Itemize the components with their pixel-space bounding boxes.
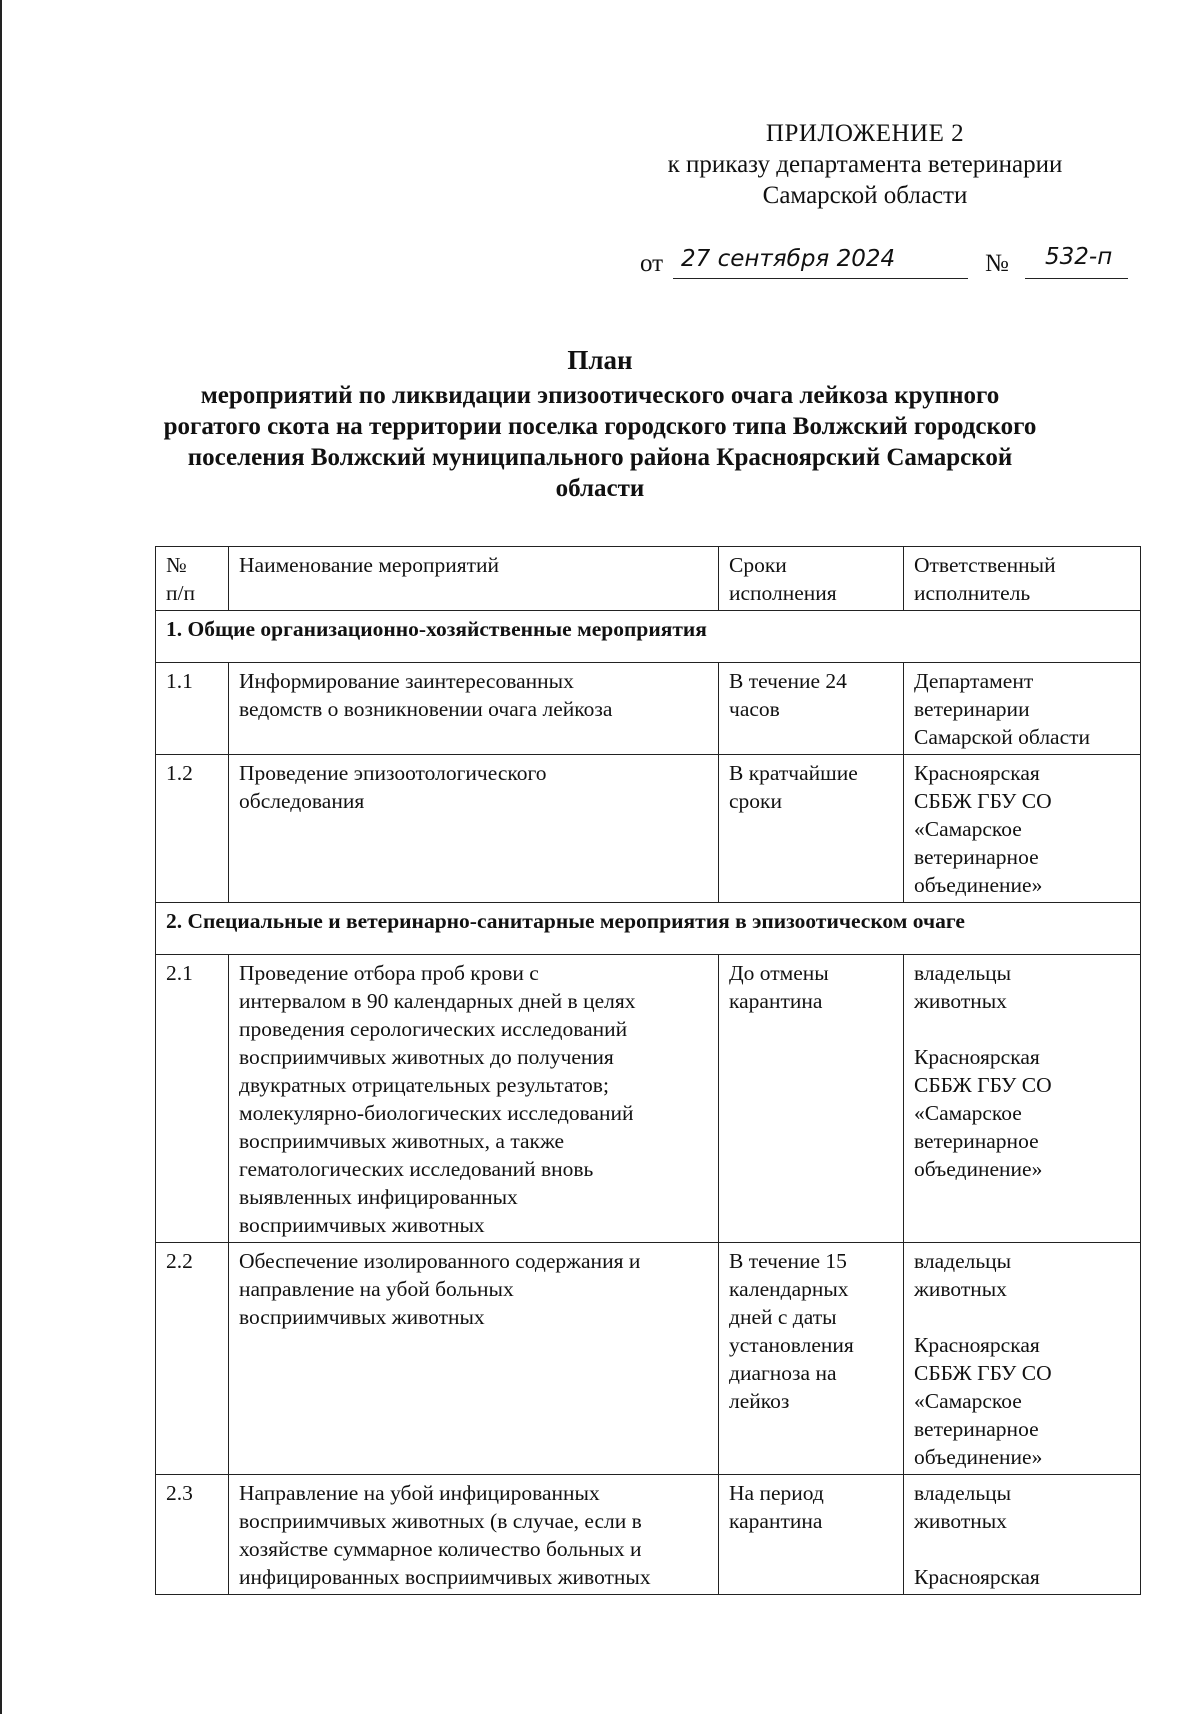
cell-term: В течение 24 часов bbox=[719, 663, 904, 755]
cell-term: До отмены карантина bbox=[719, 955, 904, 1243]
cell-term: В течение 15 календарных дней с даты установления диагноза на лейкоз bbox=[719, 1243, 904, 1475]
table-row bbox=[156, 955, 1141, 1243]
cell-resp: владельцы животных Красноярская bbox=[904, 1475, 1141, 1595]
plan-title-main: План bbox=[567, 345, 633, 375]
cell-term: В кратчайшие сроки bbox=[719, 755, 904, 903]
plan-title bbox=[150, 345, 1050, 504]
table-header-row bbox=[156, 547, 1141, 611]
cell-resp: Департамент ветеринарии Самарской области bbox=[904, 663, 1141, 755]
order-date-number bbox=[640, 244, 1130, 284]
order-date-handwritten: 27 сентября 2024 bbox=[681, 246, 896, 272]
plan-title-description: мероприятий по ликвидации эпизоотического очага лейкоза крупного рогатого скота на территории поселка городского типа Волжский городского поселения Волжский муниципального района Красноярский Самарской области bbox=[163, 382, 1037, 502]
section-row bbox=[156, 611, 1141, 663]
order-number-field bbox=[1025, 244, 1128, 279]
cell-num: 1.2 bbox=[156, 755, 229, 903]
cell-num: 1.1 bbox=[156, 663, 229, 755]
plan-table bbox=[155, 546, 1141, 1595]
header-name: Наименование мероприятий bbox=[229, 547, 719, 611]
header-num: № п/п bbox=[156, 547, 229, 611]
cell-term: На период карантина bbox=[719, 1475, 904, 1595]
appendix-line-1: к приказу департамента ветеринарии bbox=[667, 151, 1063, 178]
section-title: 2. Специальные и ветеринарно-санитарные мероприятия в эпизоотическом очаге bbox=[156, 903, 1141, 955]
order-from-label: от bbox=[640, 250, 664, 277]
header-term: Сроки исполнения bbox=[719, 547, 904, 611]
table-row bbox=[156, 663, 1141, 755]
cell-num: 2.2 bbox=[156, 1243, 229, 1475]
cell-name: Направление на убой инфицированных восприимчивых животных (в случае, если в хозяйстве суммарное количество больных и инфицированных восприимчивых животных bbox=[229, 1475, 719, 1595]
appendix-line-2: Самарской области bbox=[762, 182, 968, 209]
section-title: 1. Общие организационно-хозяйственные мероприятия bbox=[156, 611, 1141, 663]
table-row bbox=[156, 1243, 1141, 1475]
cell-resp: владельцы животных Красноярская СББЖ ГБУ СО «Самарское ветеринарное объединение» bbox=[904, 955, 1141, 1243]
header-resp: Ответственный исполнитель bbox=[904, 547, 1141, 611]
cell-resp: Красноярская СББЖ ГБУ СО «Самарское ветеринарное объединение» bbox=[904, 755, 1141, 903]
cell-name: Обеспечение изолированного содержания и направление на убой больных восприимчивых животных bbox=[229, 1243, 719, 1475]
cell-name: Проведение эпизоотологического обследования bbox=[229, 755, 719, 903]
order-number-label: № bbox=[985, 250, 1009, 277]
table-row bbox=[156, 1475, 1141, 1595]
appendix-title: ПРИЛОЖЕНИЕ 2 bbox=[765, 120, 965, 147]
section-row bbox=[156, 903, 1141, 955]
cell-num: 2.3 bbox=[156, 1475, 229, 1595]
table-row bbox=[156, 755, 1141, 903]
order-date-field bbox=[673, 244, 968, 279]
cell-name: Информирование заинтересованных ведомств о возникновении очага лейкоза bbox=[229, 663, 719, 755]
cell-name: Проведение отбора проб крови с интервалом в 90 календарных дней в целях проведения серологических исследований восприимчивых животных до получения двукратных отрицательных результатов; молекулярно-биологических исследований восприимчивых животных, а также гематологических исследований вновь выявленных инфицированных восприимчивых животных bbox=[229, 955, 719, 1243]
cell-num: 2.1 bbox=[156, 955, 229, 1243]
appendix-header bbox=[605, 118, 1125, 211]
order-number-handwritten: 532-п bbox=[1045, 244, 1113, 270]
page-edge-line bbox=[0, 0, 2, 1714]
cell-resp: владельцы животных Красноярская СББЖ ГБУ СО «Самарское ветеринарное объединение» bbox=[904, 1243, 1141, 1475]
